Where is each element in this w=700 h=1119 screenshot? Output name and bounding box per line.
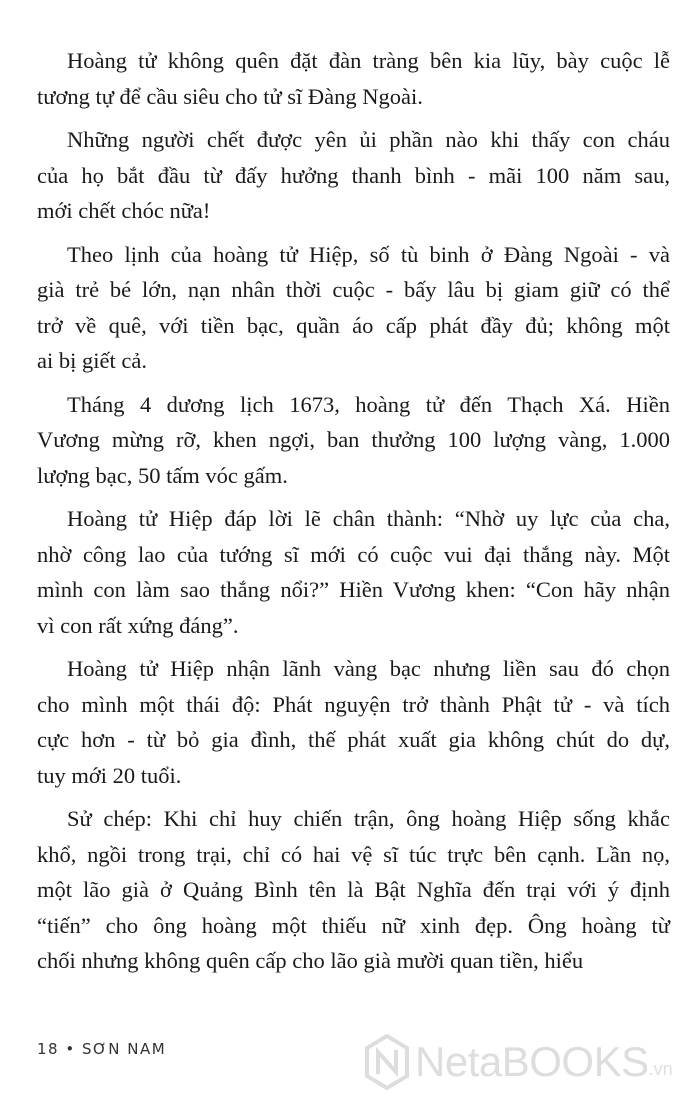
text-line: Tháng 4 dương lịch 1673, hoàng tử đến Thạch Xá. Hiền [67, 391, 670, 417]
text-line: chối nhưng không quên cấp cho lão già mười quan tiền, hiểu [37, 948, 584, 973]
text-line: mới chết chóc nữa! [37, 198, 211, 223]
text-line: tuy mới 20 tuổi. [37, 762, 182, 788]
text-line: Hoàng tử không quên đặt đàn tràng bên kia lũy, bày cuộc lễ [67, 48, 670, 73]
author-name: SƠN NAM [82, 1040, 167, 1058]
netabooks-logo-icon [365, 1034, 409, 1090]
text-line: một lão già ở Quảng Bình tên là Bật Nghĩa đến trại với ý định [37, 877, 670, 902]
page-number: 18 [37, 1040, 60, 1058]
text-line: Theo lịnh của hoàng tử Hiệp, số tù binh ở Đàng Ngoài - và [67, 241, 670, 267]
text-line: trở về quê, với tiền bạc, quần áo cấp phát đầy đủ; không một [37, 312, 670, 338]
text-line: vì con rất xứng đáng”. [37, 612, 239, 638]
paragraph [37, 43, 670, 114]
text-line: Vương mừng rỡ, khen ngợi, ban thưởng 100 lượng vàng, 1.000 [37, 427, 670, 452]
footer-separator: • [65, 1040, 76, 1058]
text-line: cực hơn - từ bỏ gia đình, thế phát xuất gia không chút do dự, [37, 727, 670, 752]
paragraph [37, 501, 670, 643]
text-line: Những người chết được yên ủi phần nào khi thấy con cháu [67, 127, 670, 152]
text-line: khổ, ngồi trong trại, chỉ có hai vệ sĩ túc trực bên cạnh. Lần nọ, [37, 841, 670, 867]
text-line: “tiến” cho ông hoàng một thiếu nữ xinh đẹp. Ông hoàng từ [37, 912, 670, 938]
paragraph [37, 122, 670, 229]
paragraph [37, 651, 670, 793]
watermark-domain: .vn [648, 1059, 673, 1079]
text-line: ai bị giết cả. [37, 348, 147, 373]
text-line: Hoàng tử Hiệp nhận lãnh vàng bạc nhưng liền sau đó chọn [67, 656, 670, 681]
text-line: lượng bạc, 50 tấm vóc gấm. [37, 462, 288, 488]
book-page-body [37, 43, 670, 987]
text-line: Sử chép: Khi chỉ huy chiến trận, ông hoàng Hiệp sống khắc [67, 806, 670, 831]
text-line: mình con làm sao thắng nổi?” Hiền Vương khen: “Con hãy nhận [37, 577, 670, 602]
watermark-brand: NetaBOOKS [415, 1038, 649, 1085]
text-line: tương tự để cầu siêu cho tử sĩ Đàng Ngoài. [37, 83, 423, 109]
paragraph [37, 801, 670, 979]
paragraph [37, 237, 670, 379]
text-line: già trẻ bé lớn, nạn nhân thời cuộc - bấy lâu bị giam giữ có thể [37, 277, 670, 302]
watermark [365, 1030, 695, 1094]
text-line: cho mình một thái độ: Phát nguyện trở thành Phật tử - và tích [37, 691, 670, 717]
text-line: Hoàng tử Hiệp đáp lời lẽ chân thành: “Nhờ uy lực của cha, [67, 506, 670, 531]
text-line: nhờ công lao của tướng sĩ mới có cuộc vui đại thắng này. Một [37, 541, 670, 567]
paragraph [37, 387, 670, 494]
page-footer [37, 1040, 166, 1058]
text-line: của họ bắt đầu từ đấy hưởng thanh bình - mãi 100 năm sau, [37, 162, 670, 188]
